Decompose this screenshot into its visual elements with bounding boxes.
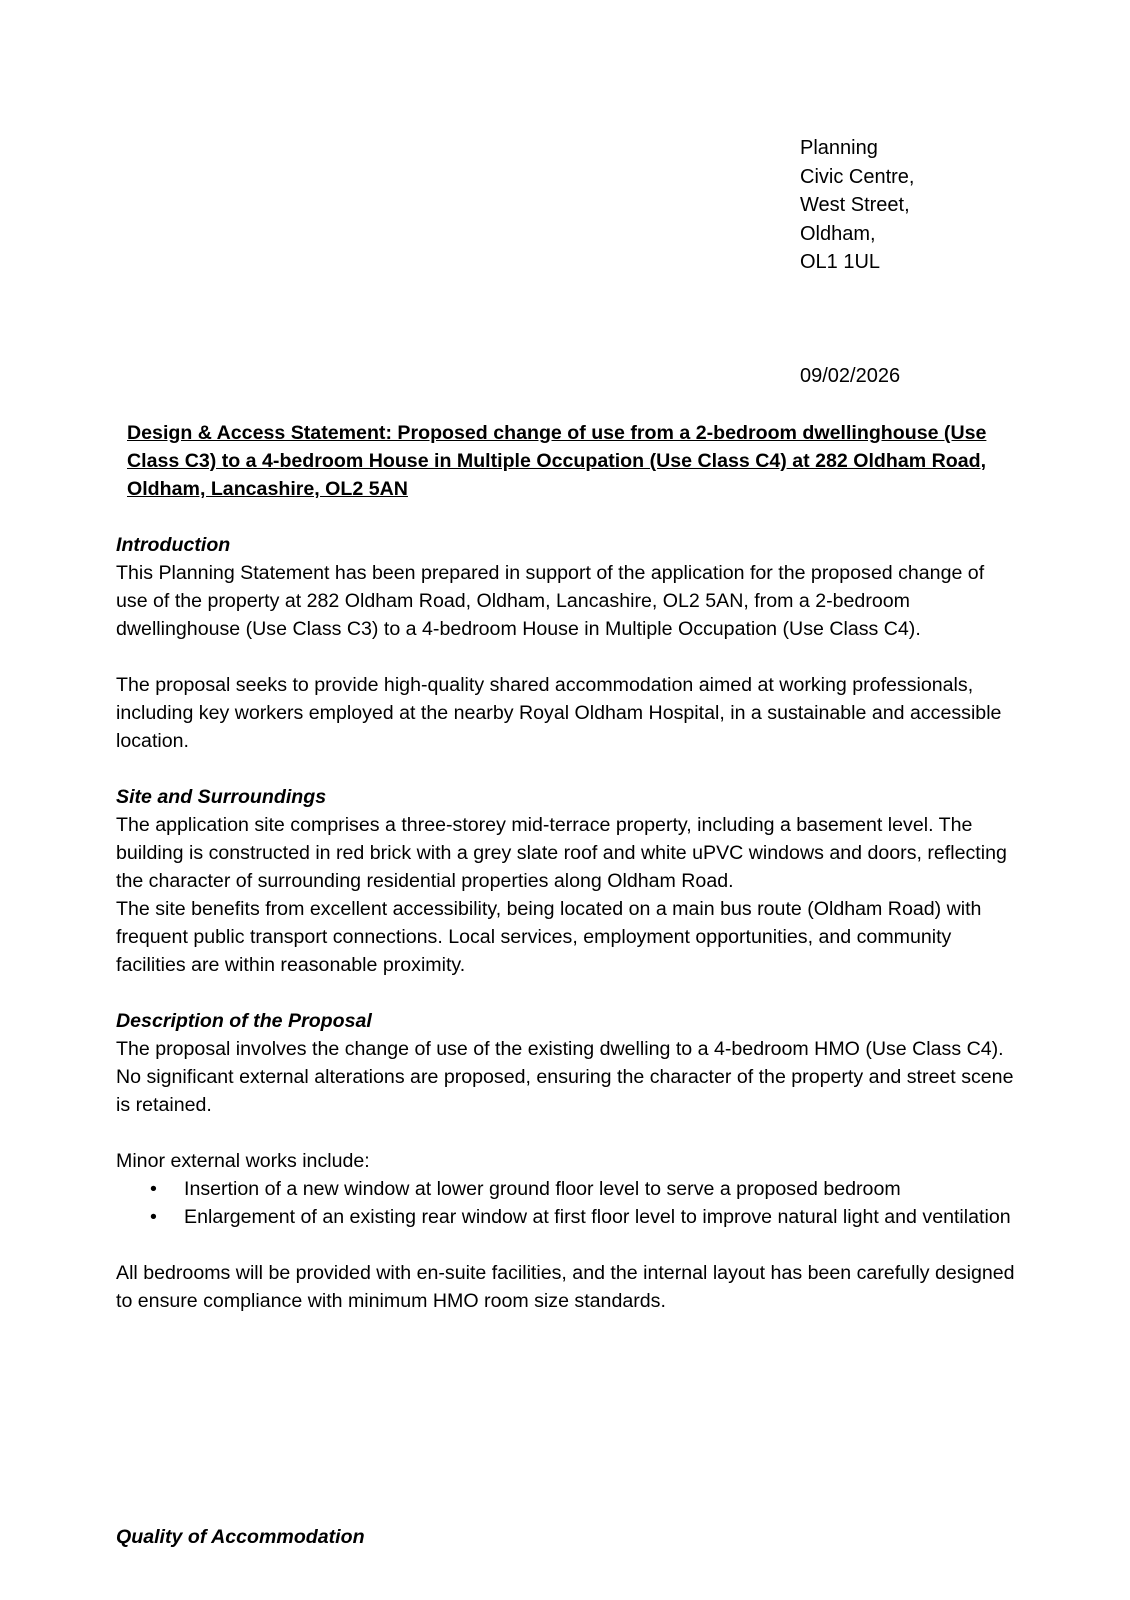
bullet-icon: • xyxy=(150,1178,157,1200)
document-body xyxy=(116,531,1016,1315)
paragraph: The site benefits from excellent accessibility, being located on a main bus route (Oldham Road) with frequent public transport connections. Local services, employment opportunities, and community facilities are within reasonable proximity. xyxy=(116,898,982,976)
list-item xyxy=(116,1203,1016,1231)
list-item xyxy=(116,1175,1016,1203)
works-list xyxy=(116,1175,1016,1231)
address-line: Civic Centre, xyxy=(800,165,915,188)
paragraph: The proposal involves the change of use of the existing dwelling to a 4-bedroom HMO (Use Class C4). No significant external alterations are proposed, ensuring the character of the property and street scene is retained. xyxy=(116,1038,1014,1116)
paragraph: The application site comprises a three-storey mid-terrace property, including a basement level. The building is constructed in red brick with a grey slate roof and white uPVC windows and doors, reflecting the character of surrounding residential properties along Oldham Road. xyxy=(116,814,1007,892)
works-intro: Minor external works include: xyxy=(116,1150,370,1172)
address-line: Planning xyxy=(800,137,878,159)
paragraph: All bedrooms will be provided with en-suite facilities, and the internal layout has been carefully designed to ensure compliance with minimum HMO room size standards. xyxy=(116,1262,1015,1312)
bullet-icon: • xyxy=(150,1206,157,1228)
recipient-address xyxy=(800,134,914,277)
section-heading-introduction: Introduction xyxy=(116,534,231,556)
paragraph: The proposal seeks to provide high-quality shared accommodation aimed at working professionals, including key workers employed at the nearby Royal Oldham Hospital, in a sustainable and accessible location. xyxy=(116,674,1002,752)
letter-date: 09/02/2026 xyxy=(800,365,901,387)
list-item-text: Enlargement of an existing rear window at first floor level to improve natural light and ventilation xyxy=(184,1206,1011,1228)
list-item-text: Insertion of a new window at lower ground floor level to serve a proposed bedroom xyxy=(184,1178,901,1200)
section-heading-proposal: Description of the Proposal xyxy=(116,1010,372,1032)
section-heading-quality: Quality of Accommodation xyxy=(116,1526,365,1548)
address-line: OL1 1UL xyxy=(800,251,881,273)
section-heading-site: Site and Surroundings xyxy=(116,786,327,808)
paragraph: This Planning Statement has been prepared in support of the application for the proposed change of use of the property at 282 Oldham Road, Oldham, Lancashire, OL2 5AN, from a 2-bedroom dwellinghouse (Use Class C3) to a 4-bedroom House in Multiple Occupation (Use Class C4). xyxy=(116,562,985,640)
address-line: Oldham, xyxy=(800,222,876,245)
address-line: West Street, xyxy=(800,194,910,216)
document-title: Design & Access Statement: Proposed change of use from a 2-bedroom dwellinghouse (Use Class C3) to a 4-bedroom House in Multiple Occupation (Use Class C4) at 282 Oldham Road, Oldham, Lancashire, OL2 5AN xyxy=(127,422,987,500)
